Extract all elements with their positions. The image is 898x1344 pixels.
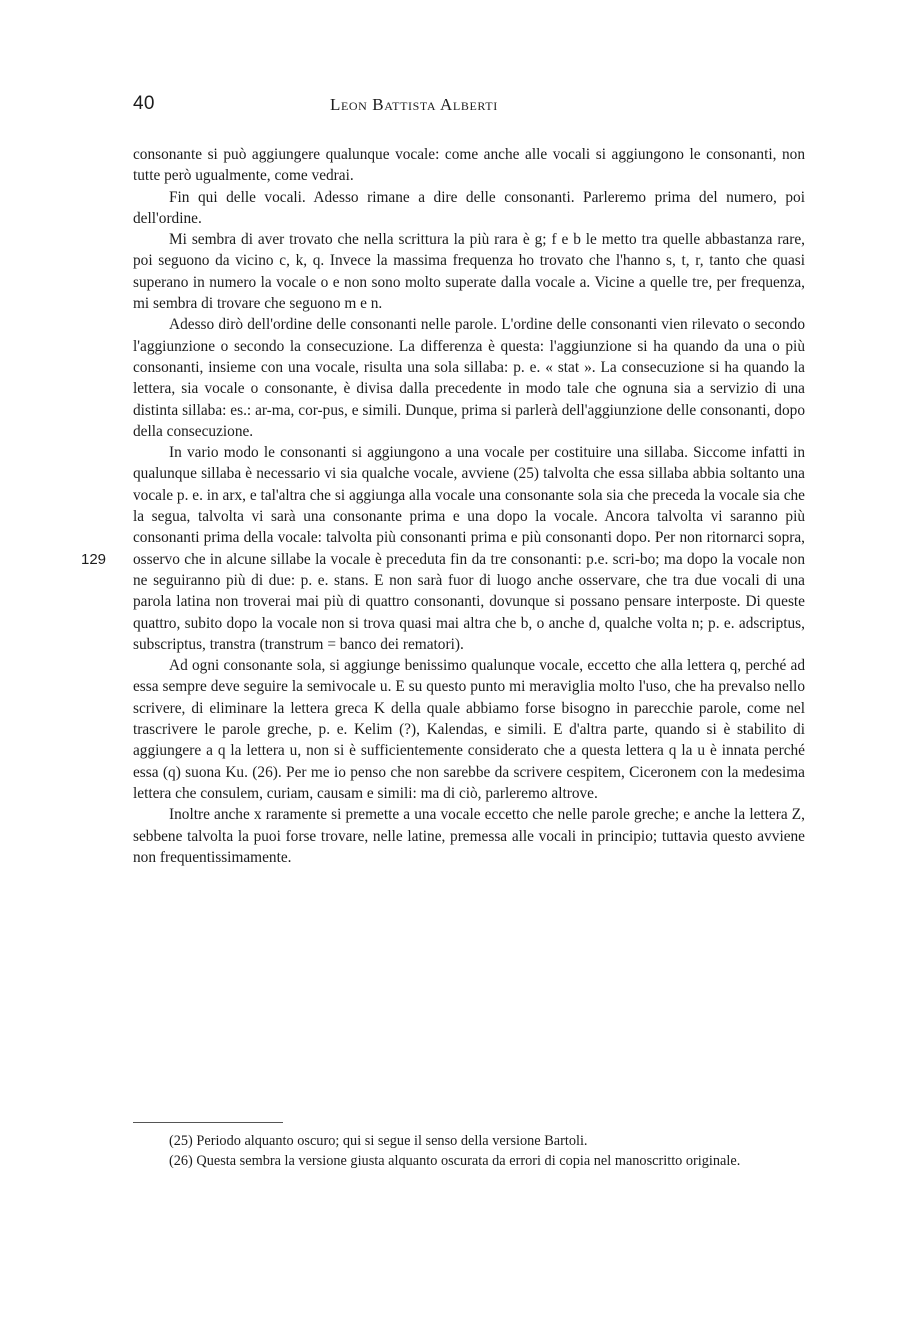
page-number: 40 — [133, 93, 155, 114]
footnotes — [133, 1132, 805, 1171]
paragraph: In vario modo le consonanti si aggiungono a una vocale per costituire una sillaba. Siccome infatti in qualunque sillaba è necessario vi sia qualche vocale, avviene (25) talvolta che essa sillaba abbia soltanto una vocale p. e. in arx, e tal'altra che si aggiunga alla vocale una consonante sola sia che preceda la vocale sia che la segua, talvolta vi sarà una consonante prima e una dopo la vocale. Ancora talvolta vi saranno più consonanti prima della vocale: talvolta più consonanti prima e più consonanti dopo. Per non ritornarci sopra, osservo che in alcune sillabe la vocale è preceduta fin da tre consonanti: p.e. scri-bo; ma dopo la vocale non ne seguiranno più di due: p. e. stans. E non sarà fuor di luogo anche osservare, che tra due vocali di una parola latina non troverai mai più di quattro consonanti, dovunque si possano pensare interposte. Di queste quattro, subito dopo la vocale non si trova quasi mai altra che b, o anche d, qualche volta n; p. e. adscriptus, subscriptus, transtra (transtrum = banco dei rematori). — [133, 444, 805, 653]
paragraph: Fin qui delle vocali. Adesso rimane a dire delle consonanti. Parleremo prima del numero, poi dell'ordine. — [133, 188, 805, 227]
footnote: (25) Periodo alquanto oscuro; qui si segue il senso della versione Bartoli. — [169, 1133, 588, 1149]
footnote-rule — [133, 1122, 283, 1123]
paragraph: Mi sembra di aver trovato che nella scrittura la più rara è g; f e b le metto tra quelle abbastanza rare, poi seguono da vicino c, k, q. Invece la massima frequenza ho trovato che l'hanno s, t, r, tanto che quasi superano in numero la vocale o e non sono molto superate dalla vocale a. Vicine a quelle tre, per frequenza, mi sembra di trovare che seguono m e n. — [133, 231, 805, 313]
footnote: (26) Questa sembra la versione giusta alquanto oscurata da errori di copia nel manoscritto originale. — [169, 1152, 741, 1169]
margin-reference-number: 129 — [81, 551, 107, 568]
main-text — [133, 144, 805, 868]
paragraph: Ad ogni consonante sola, si aggiunge benissimo qualunque vocale, eccetto che alla lettera q, perché ad essa sempre deve seguire la semivocale u. E su questo punto mi meraviglia molto l'uso, che ha prevalso nello scrivere, di eliminare la lettera greca K della quale abbiamo forse bisogno in parecchie parole, come nel trascrivere le parole greche, p. e. Kelim (?), Kalendas, e simili. E d'altra parte, quando si è stabilito di aggiungere a q la lettera u, non si è sufficientemente considerato che a questa lettera q la u è innata perché essa (q) suona Ku. (26). Per me io penso che non sarebbe da scrivere cespitem, Ciceronem con la medesima lettera che consulem, curiam, causam e simili: ma di ciò, parleremo altrove. — [133, 657, 805, 802]
running-head: Leon Battista Alberti — [330, 95, 498, 114]
paragraph: Adesso dirò dell'ordine delle consonanti nelle parole. L'ordine delle consonanti vien rilevato o secondo l'aggiunzione o secondo la consecuzione. La differenza è questa: l'aggiunzione si ha quando da una o più consonanti, insieme con una vocale, risulta una sola sillaba: p. e. « stat ». La consecuzione si ha quando la lettera, sia vocale o consonante, è divisa dalla precedente in modo tale che ognuna sia a servizio di una distinta sillaba: es.: ar-ma, cor-pus, e simili. Dunque, prima si parlerà dell'aggiunzione delle consonanti, dopo della consecuzione. — [133, 316, 805, 440]
paragraph: Inoltre anche x raramente si premette a una vocale eccetto che nelle parole greche; e anche la lettera Z, sebbene talvolta la puoi forse trovare, nelle latine, premessa alle vocali in principio; tuttavia questo avviene non frequentissimamente. — [133, 806, 805, 866]
paragraph: consonante si può aggiungere qualunque vocale: come anche alle vocali si aggiungono le consonanti, non tutte però ugualmente, come vedrai. — [133, 146, 805, 185]
